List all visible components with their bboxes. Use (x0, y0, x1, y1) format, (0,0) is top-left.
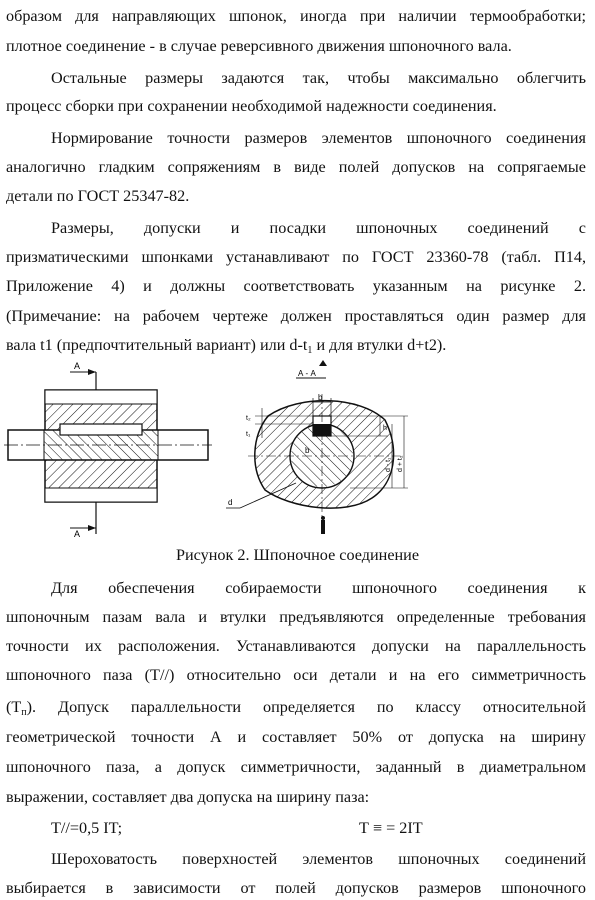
text-line: Для обеспечения собираемости шпоночного соединения к (51, 579, 586, 597)
text-line: образом для направляющих шпонок, иногда при наличии термообработки; (6, 7, 586, 25)
dim-label: d (228, 498, 233, 507)
text-line: призматическими шпонками устанавливают по ГОСТ 23360-78 (табл. П14, (6, 248, 586, 266)
text-line: геометрической точности А и составляет 50% от допуска на ширину (6, 728, 586, 746)
formula-symmetry: Т ≡ = 2IT (359, 819, 423, 837)
text-line: шпоночного паза, а допуск симметричности, заданный в диаметральном (6, 758, 586, 776)
text-line: Остальные размеры задаются так, чтобы максимально облегчить (51, 69, 586, 87)
dim-label: b (305, 446, 310, 455)
text-line: вала t1 (предпочтительный вариант) или $d-t_1$ и для втулки d+t2). (6, 336, 447, 356)
text-line: Размеры, допуски и посадки шпоночных соединений с (51, 219, 586, 237)
dim-label: t₁ (246, 431, 251, 438)
text-line: шпоночным пазам вала и втулки предъявляются определенные требования (6, 608, 586, 626)
shaft (4, 424, 212, 460)
dim-label: d + t₂ (397, 455, 404, 472)
drawing (0, 358, 595, 543)
text-line: аналогично гладким сопряжениям в виде полей допусков на сопрягаемые (6, 158, 586, 176)
text-line: плотное соединение - в случае реверсивного движения шпоночного вала. (6, 37, 512, 55)
text-line: Приложение 4) и должны соответствовать указанным на рисунке 2. (6, 277, 586, 295)
dim-label: b (318, 393, 323, 402)
figure-caption: Рисунок 2. Шпоночное соединение (175, 546, 420, 564)
section-mark-top (70, 361, 96, 390)
text-line: выбирается в зависимости от полей допусков размеров шпоночного (6, 879, 586, 897)
dim-label: t₂ (246, 415, 251, 422)
text-line: Нормирование точности размеров элементов шпоночного соединения (51, 129, 586, 147)
section-label: A (74, 361, 81, 371)
text-line: процесс сборки при сохранении необходимой надежности соединения. (6, 97, 497, 115)
text-line: $(Т_п)$. Допуск параллельности определяется по классу относительной (6, 698, 586, 718)
section-label: A (74, 529, 81, 539)
dim-label: h (383, 425, 387, 432)
formula-parallel: Т//=0,5 IT; (51, 819, 123, 837)
section-mark-bottom (70, 502, 96, 539)
cross-section (226, 360, 408, 534)
text-line: выражении, составляет два допуска на ширину паза: (6, 788, 370, 806)
text-line: Шероховатость поверхностей элементов шпоночных соединений (51, 850, 586, 868)
text-line: (Примечание: на рабочем чертеже должен проставляться один размер для (6, 307, 586, 325)
dim-label: d - t₁ (385, 457, 392, 472)
text-line: шпоночного паза (Т//) относительно оси детали и на его симметричность (6, 666, 586, 684)
section-title: А - А (298, 369, 316, 378)
key-joint-figure (0, 358, 595, 543)
text-line: точности их расположения. Устанавливаются допуски на параллельность (6, 637, 586, 655)
text-line: детали по ГОСТ 25347-82. (6, 187, 190, 205)
